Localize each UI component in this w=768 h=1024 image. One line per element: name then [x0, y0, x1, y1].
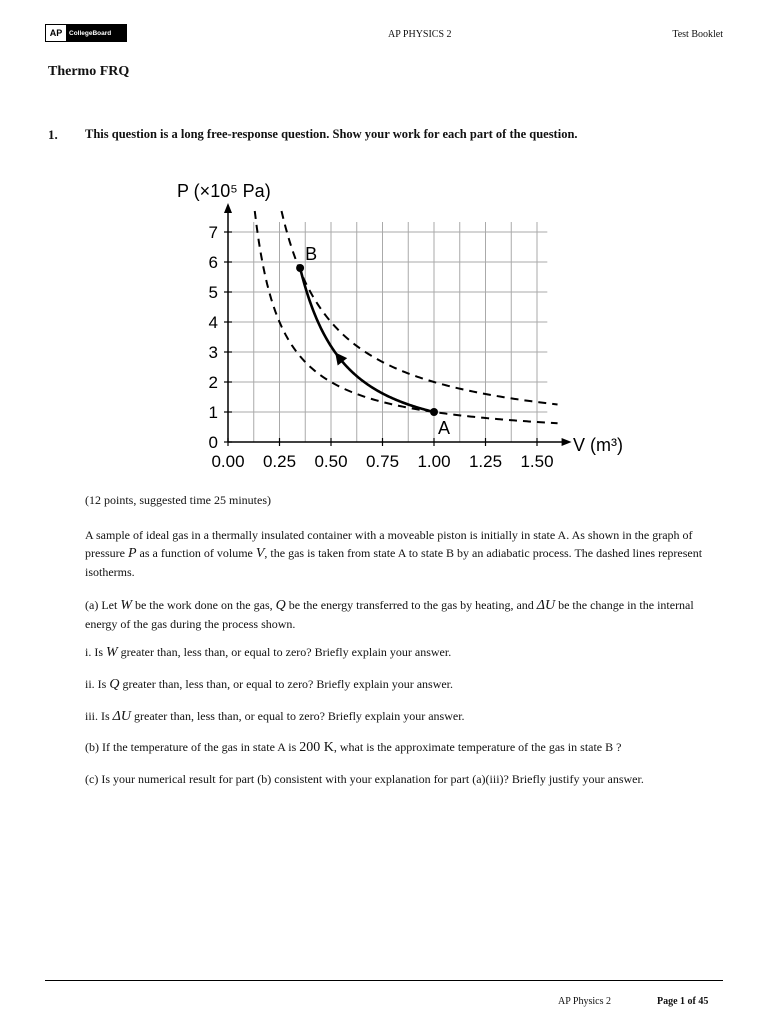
page-title: Thermo FRQ — [48, 64, 130, 79]
footer-course: AP Physics 2 — [558, 996, 611, 1007]
x-tick-label: 0.75 — [365, 452, 400, 471]
page-number: Page 1 of 45 — [657, 996, 709, 1007]
graph-grid — [228, 222, 547, 442]
x-axis-arrow — [562, 438, 572, 446]
x-tick-label: 1.25 — [468, 452, 503, 471]
x-axis-label: V (m³) — [573, 435, 623, 455]
part-c: (c) Is your numerical result for part (b) consistent with your explanation for part (a)(iii)? Briefly justify your answer. — [85, 772, 644, 786]
state-label-a: A — [438, 418, 451, 438]
isotherm-curve — [282, 211, 558, 404]
state-point-a — [430, 408, 438, 416]
y-tick-label: 2 — [208, 373, 218, 392]
part-a-ii: ii. Is Q greater than, less than, or equal to zero? Briefly explain your answer. — [85, 677, 454, 692]
logo-brand-text: CollegeBoard — [66, 25, 126, 41]
x-tick-label: 1.50 — [520, 452, 554, 471]
part-b: (b) If the temperature of the gas in state A is 200 K, what is the approximate temperature of the gas in state B ? — [85, 740, 622, 755]
state-label-b: B — [305, 244, 318, 264]
isotherm-curve — [255, 211, 558, 423]
part-a-iii: iii. Is ΔU greater than, less than, or equal to zero? Briefly explain your answer. — [85, 709, 465, 724]
part-a: (a) Let W be the work done on the gas, Q be the energy transferred to the gas by heating, and ΔU be the change in the internal energy of the gas during the process shown. — [85, 598, 694, 631]
graph-curves — [255, 211, 558, 423]
footer-divider — [45, 980, 723, 981]
part-a-i: i. Is W greater than, less than, or equal to zero? Briefly explain your answer. — [85, 645, 452, 660]
question-number: 1. — [48, 127, 58, 142]
y-tick-label: 4 — [208, 313, 218, 332]
pv-graph — [160, 170, 640, 480]
points-note: (12 points, suggested time 25 minutes) — [85, 493, 271, 507]
x-tick-label: 1.00 — [417, 452, 451, 471]
logo-ap-text: AP — [46, 25, 66, 41]
y-tick-label: 3 — [208, 343, 218, 362]
y-tick-label: 7 — [208, 223, 218, 242]
graph-axes — [224, 203, 572, 446]
header-course: AP PHYSICS 2 — [388, 29, 452, 40]
adiabatic-curve — [300, 268, 434, 412]
y-tick-label: 0 — [208, 433, 218, 452]
x-tick-label: 0.00 — [211, 452, 245, 471]
x-tick-label: 0.25 — [262, 452, 297, 471]
x-tick-label: 0.50 — [314, 452, 348, 471]
graph-ticks — [209, 223, 554, 471]
problem-statement: A sample of ideal gas in a thermally insulated container with a moveable piston is initially in state A. As shown in the graph of pressure P as a function of volume V, the gas is taken from state A to state B by an adiabatic process. The dashed lines represent isotherms. — [85, 528, 703, 579]
y-axis-arrow — [224, 203, 232, 213]
y-axis-label: P (×10⁵ Pa) — [177, 181, 271, 201]
ap-collegeboard-logo — [45, 24, 127, 42]
y-tick-label: 6 — [208, 253, 218, 272]
header-booklet: Test Booklet — [672, 29, 723, 40]
y-tick-label: 5 — [208, 283, 218, 302]
question-intro: This question is a long free-response question. Show your work for each part of the question. — [85, 127, 578, 141]
state-point-b — [296, 264, 304, 272]
y-tick-label: 1 — [208, 403, 218, 422]
